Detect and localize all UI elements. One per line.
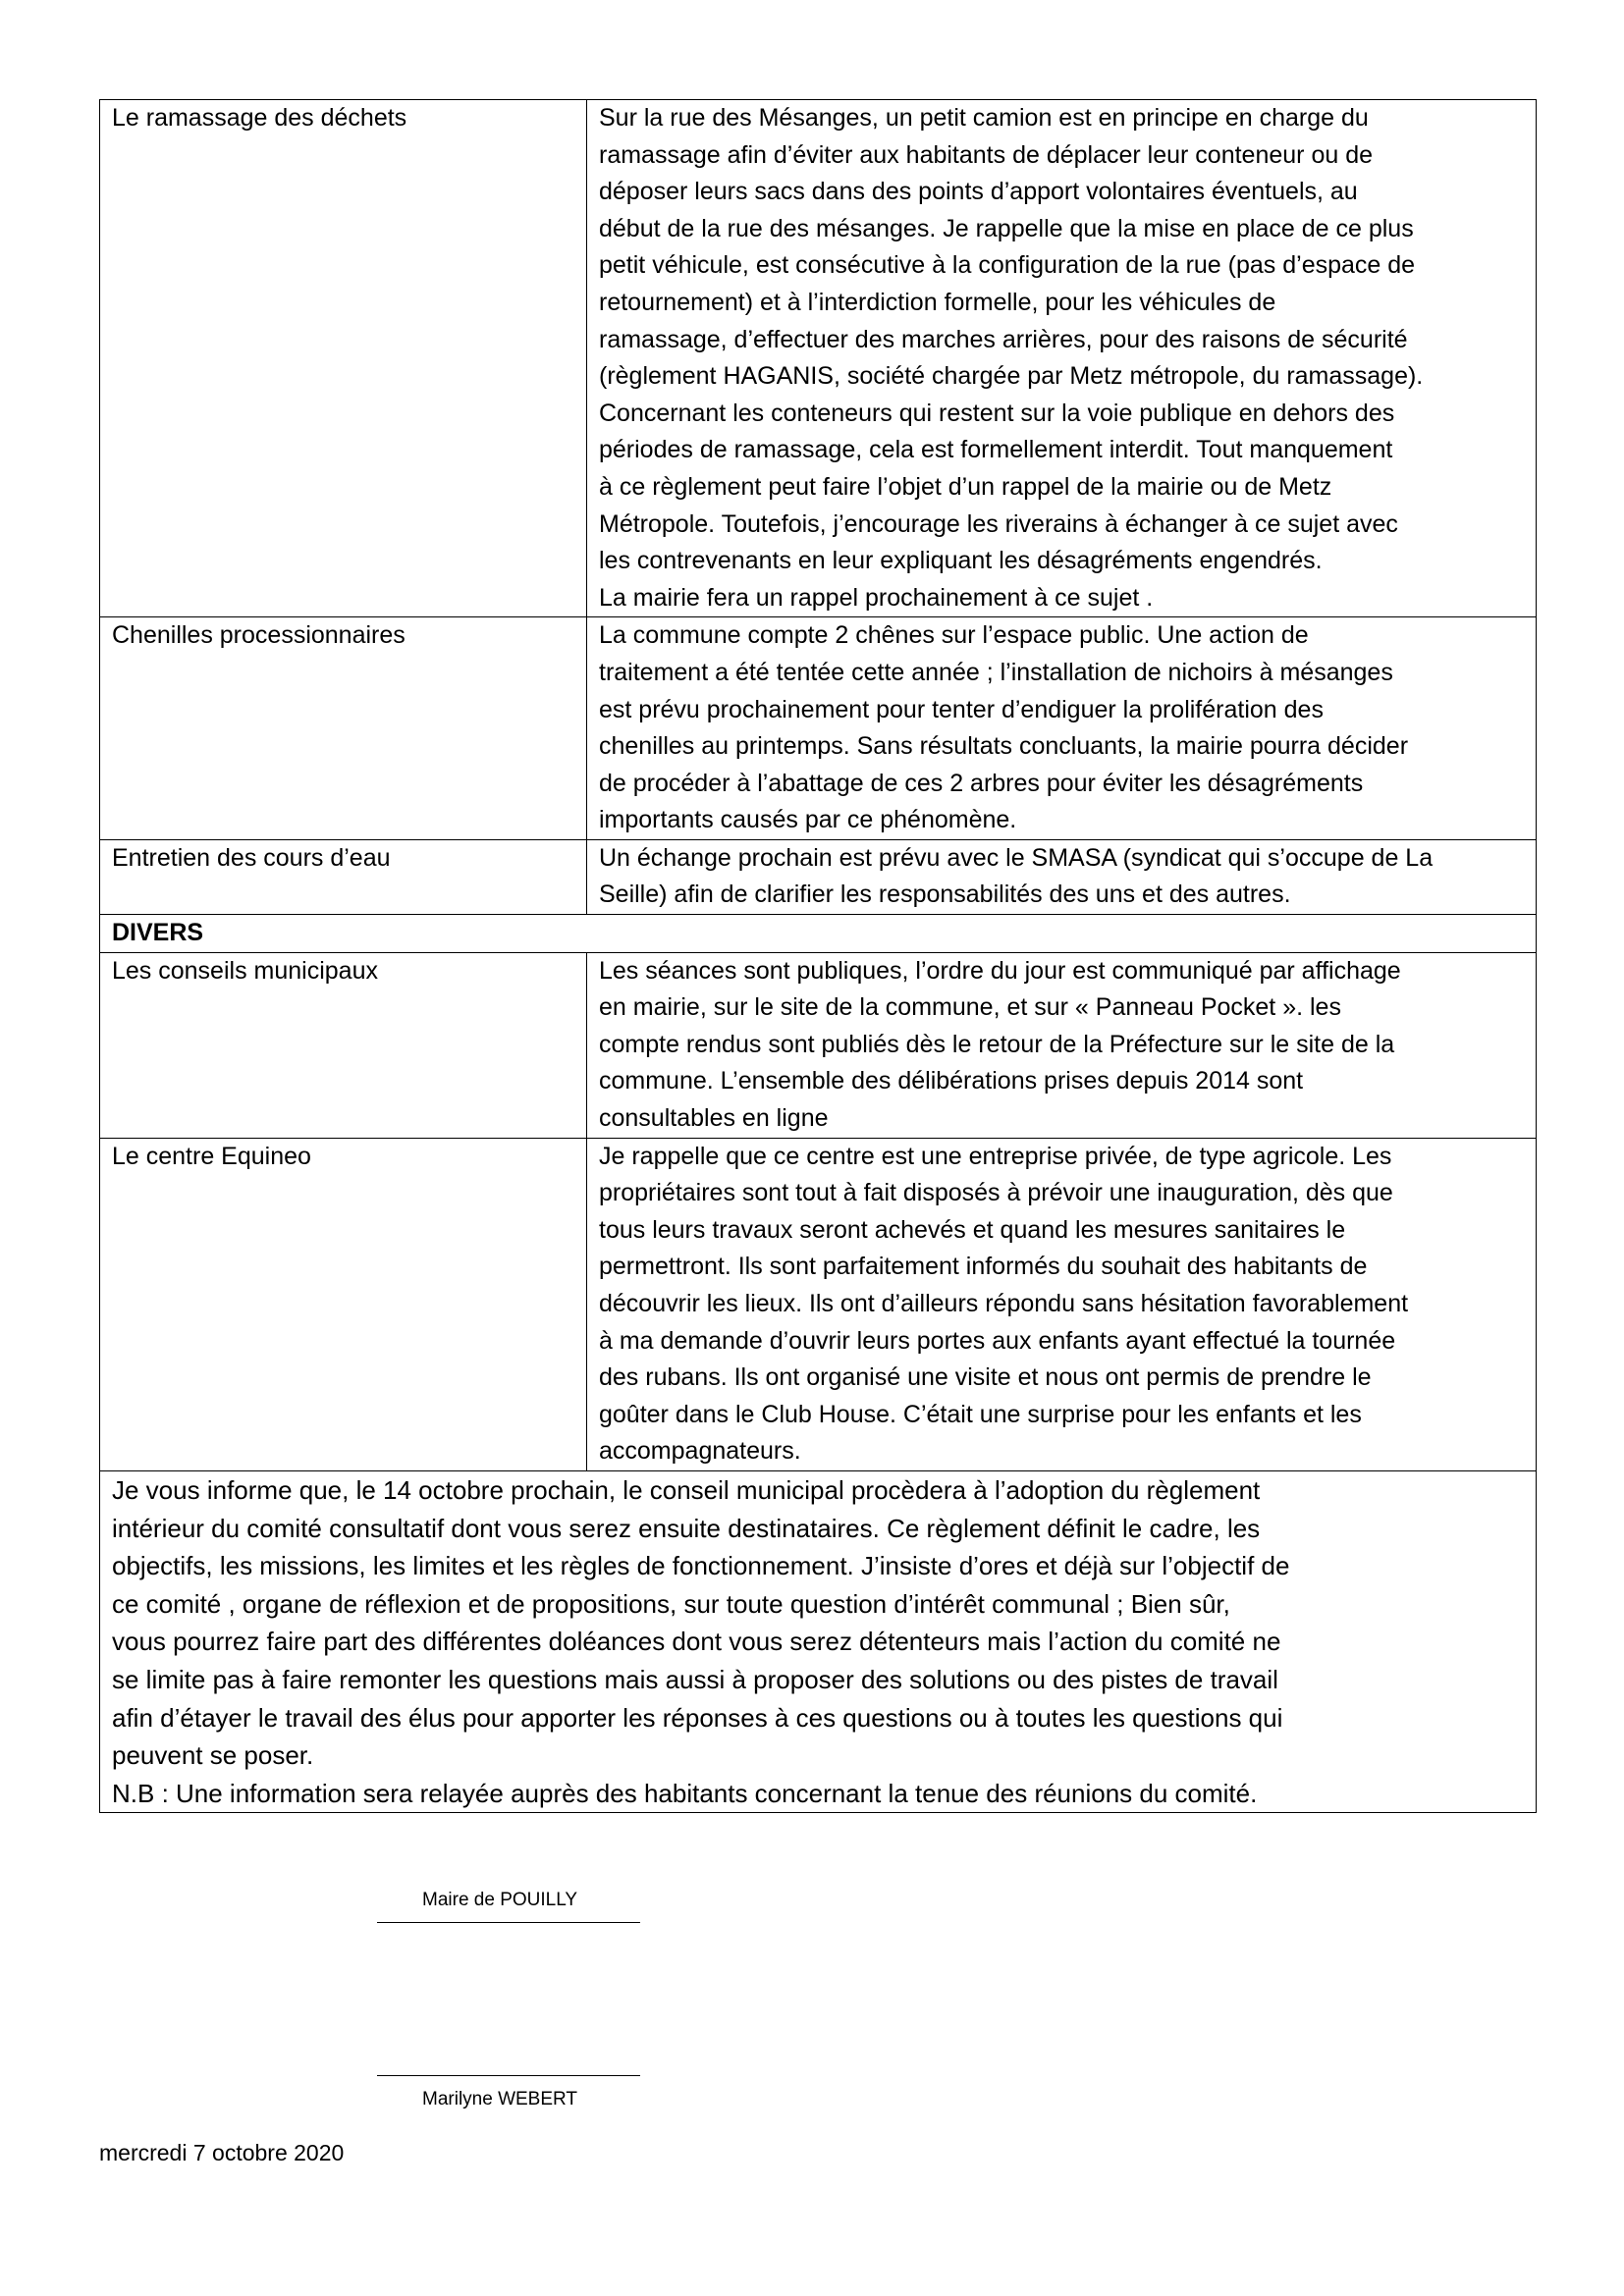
row-content: La commune compte 2 chênes sur l’espace public. Une action de traitement a été tentée cette année ; l’installation de nichoirs à mésanges est prévu prochainement pour tenter d’endiguer la prolifération des chenilles au printemps. Sans résultats concluants, la mairie pourra décider de procéder à l’abattage de ces 2 arbres pour éviter les désagréments importants causés par ce phénomène. bbox=[587, 617, 1537, 840]
signature-line-top bbox=[377, 1922, 640, 1923]
row-subject: Les conseils municipaux bbox=[100, 952, 587, 1138]
row-content: Un échange prochain est prévu avec le SMASA (syndicat qui s’occupe de La Seille) afin de clarifier les responsabilités des uns et des autres. bbox=[587, 839, 1537, 914]
row-subject: Entretien des cours d’eau bbox=[100, 839, 587, 914]
signature-title: Maire de POUILLY bbox=[422, 1890, 578, 1910]
table-row bbox=[100, 100, 1537, 617]
table-row bbox=[100, 952, 1537, 1138]
table-row bbox=[100, 839, 1537, 914]
row-content: Les séances sont publiques, l’ordre du jour est communiqué par affichage en mairie, sur le site de la commune, et sur « Panneau Pocket ». les compte rendus sont publiés dès le retour de la Préfecture sur le site de la commune. L’ensemble des délibérations prises depuis 2014 sont consultables en ligne bbox=[587, 952, 1537, 1138]
table-row bbox=[100, 617, 1537, 840]
final-note-row bbox=[100, 1470, 1537, 1812]
table-row bbox=[100, 1138, 1537, 1470]
minutes-table bbox=[99, 99, 1537, 1813]
signature-name: Marilyne WEBERT bbox=[422, 2089, 578, 2109]
section-title-divers: DIVERS bbox=[100, 915, 1537, 953]
document-date: mercredi 7 octobre 2020 bbox=[99, 2140, 345, 2165]
row-content: Sur la rue des Mésanges, un petit camion est en principe en charge du ramassage afin d’éviter aux habitants de déplacer leur conteneur ou de déposer leurs sacs dans des points d’apport volontaires éventuels, au début de la rue des mésanges. Je rappelle que la mise en place de ce plus petit véhicule, est consécutive à la configuration de la rue (pas d’espace de retournement) et à l’interdiction formelle, pour les véhicules de ramassage, d’effectuer des marches arrières, pour des raisons de sécurité (règlement HAGANIS, société chargée par Metz métropole, du ramassage). Concernant les conteneurs qui restent sur la voie publique en dehors des périodes de ramassage, cela est formellement interdit. Tout manquement à ce règlement peut faire l’objet d’un rappel de la mairie ou de Metz Métropole. Toutefois, j’encourage les riverains à échanger à ce sujet avec les contrevenants en leur expliquant les désagréments engendrés. La mairie fera un rappel prochainement à ce sujet . bbox=[587, 100, 1537, 617]
signature-line-bottom bbox=[377, 2075, 640, 2076]
row-subject: Chenilles processionnaires bbox=[100, 617, 587, 840]
final-note: Je vous informe que, le 14 octobre prochain, le conseil municipal procèdera à l’adoption du règlement intérieur du comité consultatif dont vous serez ensuite destinataires. Ce règlement définit le cadre, les objectifs, les missions, les limites et les règles de fonctionnement. J’insiste d’ores et déjà sur l’objectif de ce comité , organe de réflexion et de propositions, sur toute question d’intérêt communal ; Bien sûr, vous pourrez faire part des différentes doléances dont vous serez détenteurs mais l’action du comité ne se limite pas à faire remonter les questions mais aussi à proposer des solutions ou des pistes de travail afin d’étayer le travail des élus pour apporter les réponses à ces questions ou à toutes les questions qui peuvent se poser. N.B : Une information sera relayée auprès des habitants concernant la tenue des réunions du comité. bbox=[100, 1470, 1537, 1812]
row-subject: Le ramassage des déchets bbox=[100, 100, 587, 617]
row-content: Je rappelle que ce centre est une entreprise privée, de type agricole. Les propriétaires sont tout à fait disposés à prévoir une inauguration, dès que tous leurs travaux seront achevés et quand les mesures sanitaires le permettront. Ils sont parfaitement informés du souhait des habitants de découvrir les lieux. Ils ont d’ailleurs répondu sans hésitation favorablement à ma demande d’ouvrir leurs portes aux enfants ayant effectué la tournée des rubans. Ils ont organisé une visite et nous ont permis de prendre le goûter dans le Club House. C’était une surprise pour les enfants et les accompagnateurs. bbox=[587, 1138, 1537, 1470]
row-subject: Le centre Equineo bbox=[100, 1138, 587, 1470]
section-row bbox=[100, 915, 1537, 953]
nb-note: N.B : Une information sera relayée auprès des habitants concernant la tenue des réunions du comité. bbox=[112, 1778, 1258, 1808]
